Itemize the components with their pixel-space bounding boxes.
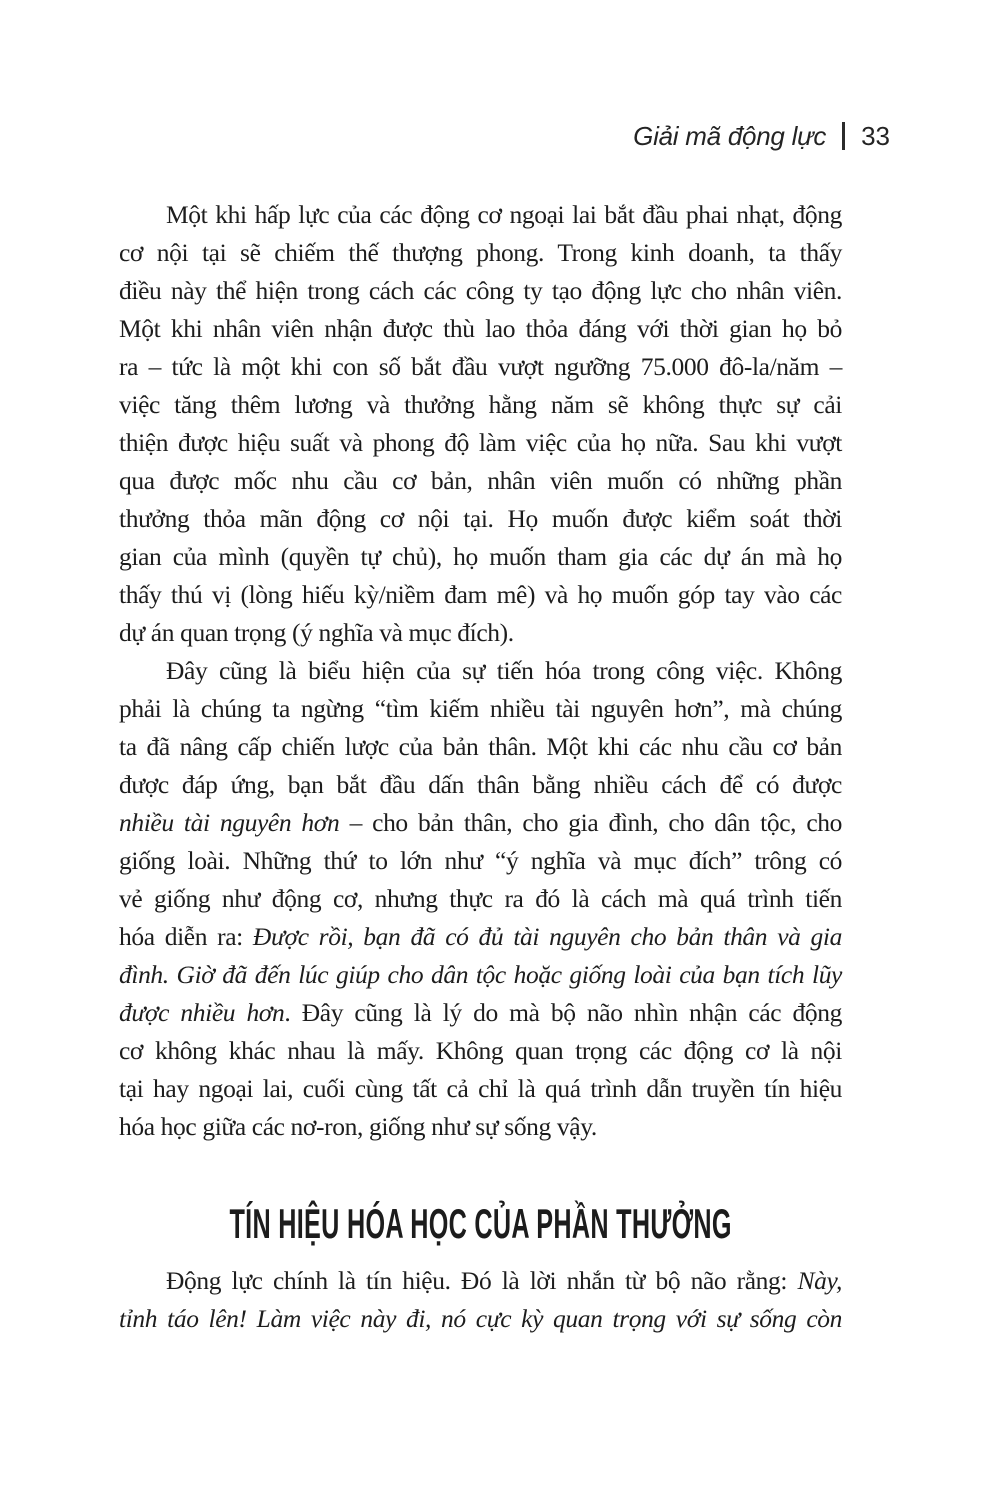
italic-text-segment: đình. Giờ đã đến lúc giúp cho dân tộc hoặc giống loài của bạn tích lũy [119, 960, 842, 989]
text-segment: cơ không khác nhau là mấy. Không quan trọng các động cơ là nội [119, 1036, 842, 1065]
text-line [119, 766, 842, 804]
text-line [119, 652, 842, 690]
text-line [119, 538, 842, 576]
text-line [119, 310, 842, 348]
text-segment: Động lực chính là tín hiệu. Đó là lời nhắn từ bộ não rằng: [166, 1266, 798, 1295]
text-line [119, 1108, 842, 1146]
text-line [119, 576, 842, 614]
text-segment: hóa diễn ra: [119, 922, 253, 951]
text-line [119, 1300, 842, 1338]
paragraph [119, 652, 842, 1146]
text-segment: Đây cũng là biểu hiện của sự tiến hóa trong công việc. Không [166, 656, 842, 685]
text-line [119, 1032, 842, 1070]
text-segment: – cho bản thân, cho gia đình, cho dân tộc, cho [339, 808, 843, 837]
text-segment: gian của mình (quyền tự chủ), họ muốn tham gia các dự án mà họ [119, 542, 842, 571]
text-segment: Một khi hấp lực của các động cơ ngoại lai bắt đầu phai nhạt, động [166, 200, 842, 229]
text-line [119, 1070, 842, 1108]
text-segment: được đáp ứng, bạn bắt đầu dấn thân bằng nhiều cách để có được [119, 770, 842, 799]
italic-text-segment: nhiều tài nguyên hơn [119, 808, 340, 837]
italic-text-segment: tỉnh táo lên! Làm việc này đi, nó cực kỳ quan trọng với sự sống còn [119, 1304, 842, 1333]
text-line [119, 234, 842, 272]
italic-text-segment: được nhiều hơn [119, 998, 285, 1027]
text-segment: việc tăng thêm lương và thưởng hằng năm sẽ không thực sự cải [119, 390, 842, 419]
text-line [119, 804, 842, 842]
text-line [119, 956, 842, 994]
text-segment: phải là chúng ta ngừng “tìm kiếm nhiều tài nguyên hơn”, mà chúng [119, 694, 842, 723]
text-line [119, 842, 842, 880]
text-segment: thiện được hiệu suất và phong độ làm việc của họ nữa. Sau khi vượt [119, 428, 842, 457]
text-line [119, 994, 842, 1032]
text-segment: dự án quan trọng (ý nghĩa và mục đích). [119, 618, 514, 647]
text-segment: tại hay ngoại lai, cuối cùng tất cả chỉ là quá trình dẫn truyền tín hiệu [119, 1074, 842, 1103]
text-segment: cơ nội tại sẽ chiếm thế thượng phong. Trong kinh doanh, ta thấy [119, 238, 842, 267]
text-segment: thấy thú vị (lòng hiếu kỳ/niềm đam mê) và họ muốn góp tay vào các [119, 580, 842, 609]
section-heading-text: TÍN HIỆU HÓA HỌC CỦA PHẦN THƯỞNG [229, 1200, 732, 1247]
page-number: 33 [861, 120, 890, 151]
text-segment: thưởng thỏa mãn động cơ nội tại. Họ muốn được kiểm soát thời [119, 504, 842, 533]
text-segment: ta đã nâng cấp chiến lược của bản thân. Một khi các nhu cầu cơ bản [119, 732, 842, 761]
section-heading [119, 1200, 842, 1248]
text-line [119, 614, 842, 652]
text-segment: hóa học giữa các nơ-ron, giống như sự sống vậy. [119, 1112, 597, 1141]
text-segment: ra – tức là một khi con số bắt đầu vượt ngưỡng 75.000 đô-la/năm – [119, 352, 842, 381]
page-body [119, 196, 842, 1338]
running-title: Giải mã động lực [633, 120, 827, 151]
text-segment: điều này thể hiện trong cách các công ty tạo động lực cho nhân viên. [119, 276, 842, 305]
page-header [633, 120, 890, 152]
paragraph [119, 196, 842, 652]
italic-text-segment: Được rồi, bạn đã có đủ tài nguyên cho bản thân và gia [252, 922, 842, 951]
text-line [119, 1262, 842, 1300]
text-segment: qua được mốc nhu cầu cơ bản, nhân viên muốn có những phần [119, 466, 842, 495]
text-line [119, 386, 842, 424]
text-segment: . Đây cũng là lý do mà bộ não nhìn nhận các động [284, 998, 842, 1027]
text-line [119, 348, 842, 386]
text-segment: Một khi nhân viên nhận được thù lao thỏa đáng với thời gian họ bỏ [119, 314, 842, 343]
text-line [119, 500, 842, 538]
text-line [119, 880, 842, 918]
text-line [119, 196, 842, 234]
italic-text-segment: Này, [797, 1266, 842, 1295]
text-line [119, 728, 842, 766]
text-line [119, 424, 842, 462]
text-line [119, 918, 842, 956]
text-line [119, 272, 842, 310]
paragraphs-before-heading [119, 196, 842, 1146]
text-line [119, 690, 842, 728]
paragraphs-after-heading [119, 1262, 842, 1338]
text-segment: giống loài. Những thứ to lớn như “ý nghĩa và mục đích” trông có [119, 846, 842, 875]
paragraph [119, 1262, 842, 1338]
text-segment: vẻ giống như động cơ, nhưng thực ra đó là cách mà quá trình tiến [119, 884, 842, 913]
text-line [119, 462, 842, 500]
header-divider-bar [842, 122, 845, 150]
